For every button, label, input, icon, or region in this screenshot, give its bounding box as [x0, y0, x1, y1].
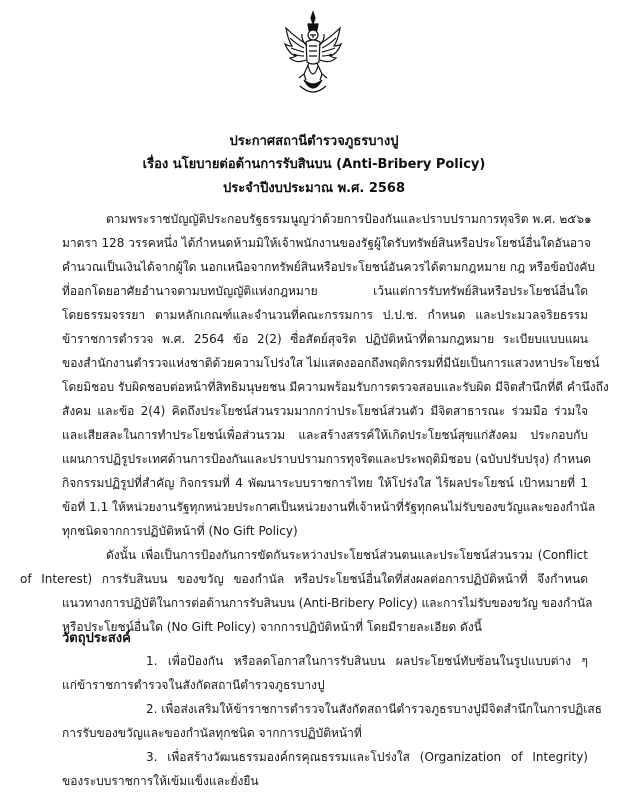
objective-item-1: 1. เพื่อป้องกัน หรือลดโอกาสในการรับสินบน ผลประโยชน์ทับซ้อนในรูปแบบต่าง ๆ [146, 654, 588, 668]
paragraph-line: ข้าราชการตำรวจ พ.ศ. 2564 ข้อ 2(2) ซื่อสัตย์สุจริต ปฏิบัติหน้าที่ตามกฎหมาย ระเบียบแบบแผน [62, 332, 588, 346]
announcement-title: ประกาศสถานีตำรวจภูธรบางปู [229, 134, 399, 149]
objective-item-3: 3. เพื่อสร้างวัฒนธรรมองค์กรคุณธรรมและโปร่งใส (Organization of Integrity) [146, 750, 588, 764]
paragraph-line: หรือประโยชน์อื่นใด (No Gift Policy) จากการปฏิบัติหน้าที่ โดยมีรายละเอียด ดังนี้ [62, 620, 482, 634]
paragraph-line: กิจกรรมปฏิรูปที่สำคัญ กิจกรรมที่ 4 พัฒนาระบบราชการไทย ให้โปร่งใส ไร้ผลประโยชน์ เป้าหมายที่ 1 [62, 476, 588, 490]
paragraph-line: of Interest) การรับสินบน ของขวัญ ของกำนัล หรือประโยชน์อื่นใดที่ส่งผลต่อการปฏิบัติหน้าที่ จึงกำหนด [20, 572, 588, 586]
paragraph-line: ดังนั้น เพื่อเป็นการป้องกันการขัดกันระหว่างประโยชน์ส่วนตนและประโยชน์ส่วนรวม (Conflict [106, 548, 588, 562]
objective-item-2: 2. เพื่อส่งเสริมให้ข้าราชการตำรวจในสังกัดสถานีตำรวจภูธรบางปูมีจิตสำนึกในการปฏิเสธ [146, 702, 602, 716]
paragraph-line: โดยมิชอบ รับผิดชอบต่อหน้าที่สิทธิมนุษยชน มีความพร้อมรับการตรวจสอบและรับผิด มีจิตสำนึกที่ดี คำนึงถึง [62, 380, 609, 394]
paragraph-line: ตามพระราชบัญญัติประกอบรัฐธรรมนูญว่าด้วยการป้องกันและปราบปรามการทุจริต พ.ศ. ๒๕๖๑ [106, 212, 592, 226]
objective-item-3-continued: ของระบบราชการให้เข้มแข็งและยั่งยืน [62, 774, 259, 788]
paragraph-line: สังคม และข้อ 2(4) คิดถึงประโยชน์ส่วนรวมมากกว่าประโยชน์ส่วนตัว มีจิตสาธารณะ ร่วมมือ ร่วมใจ [62, 404, 588, 418]
paragraph-line: คำนวณเป็นเงินได้จากผู้ใด นอกเหนือจากทรัพย์สินหรือประโยชน์อันควรได้ตามกฎหมาย กฎ หรือข้อบังคับ [62, 260, 595, 274]
paragraph-line: มาตรา 128 วรรคหนึ่ง ได้กำหนดห้ามมิให้เจ้าพนักงานของรัฐผู้ใดรับทรัพย์สินหรือประโยชน์อื่นใดอันอาจ [62, 236, 591, 250]
paragraph-line: ทุกชนิดจากการปฏิบัติหน้าที่ (No Gift Policy) [62, 524, 298, 538]
paragraph-line: โดยธรรมจรรยา ตามหลักเกณฑ์และจำนวนที่คณะกรรมการ ป.ป.ช. กำหนด และประมวลจริยธรรม [62, 308, 588, 322]
paragraph-line: แนวทางการปฏิบัติในการต่อต้านการรับสินบน (Anti-Bribery Policy) และการไม่รับของขวัญ ของกำนัล [62, 596, 593, 610]
fiscal-year: ประจำปีงบประมาณ พ.ศ. 2568 [222, 181, 406, 196]
announcement-subject: เรื่อง นโยบายต่อต้านการรับสินบน (Anti-Bribery Policy) [142, 157, 486, 172]
objective-item-2-continued: การรับของขวัญและของกำนัลทุกชนิด จากการปฏิบัติหน้าที่ [62, 726, 362, 740]
paragraph-line: ข้อที่ 1.1 ให้หน่วยงานรัฐทุกหน่วยประกาศเป็นหน่วยงานที่เจ้าหน้าที่รัฐทุกคนไม่รับของขวัญและของกำนัล [62, 500, 596, 514]
objectives-heading: วัตถุประสงค์ [62, 631, 131, 646]
paragraph-line: แผนการปฏิรูประเทศด้านการป้องกันและปราบปรามการทุจริตและประพฤติมิชอบ (ฉบับปรับปรุง) กำหนด [62, 452, 592, 466]
garuda-emblem-icon [282, 10, 344, 98]
paragraph-line: ของสำนักงานตำรวจแห่งชาติด้วยความโปร่งใส ไม่แสดงออกถึงพฤติกรรมที่มีนัยเป็นการแสวงหาประโยชน์ [62, 356, 600, 370]
paragraph-line: ที่ออกโดยอาศัยอำนาจตามบทบัญญัติแห่งกฎหมาย เว้นแต่การรับทรัพย์สินหรือประโยชน์อื่นใด [62, 284, 588, 298]
paragraph-line: และเสียสละในการทำประโยชน์เพื่อส่วนรวม และสร้างสรรค์ให้เกิดประโยชน์สุขแก่สังคม ประกอบกับ [62, 428, 588, 442]
objective-item-1-continued: แก่ข้าราชการตำรวจในสังกัดสถานีตำรวจภูธรบางปู [62, 678, 325, 692]
